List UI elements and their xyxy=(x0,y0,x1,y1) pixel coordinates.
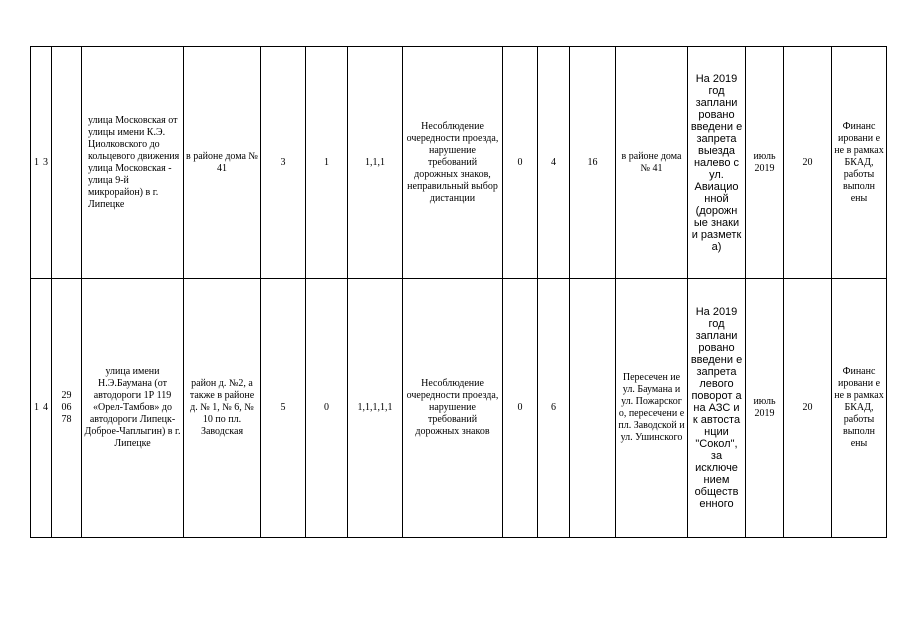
count-cell-c: 1,1,1 xyxy=(348,47,403,279)
measures-cell: На 2019 год заплани ровано введени е запрета левого поворот а на АЗС и к автоста нции "Сокол", за исключе нием обществ енного xyxy=(688,279,746,538)
count-cell-c: 1,1,1,1,1 xyxy=(348,279,403,538)
date-cell: июль 2019 xyxy=(746,279,784,538)
code-part: 29 xyxy=(61,390,72,401)
reason-cell: Несоблюдение очередности проезда, нарушение требований дорожных знаков, неправильный выбор дистанции xyxy=(403,47,503,279)
count-cell-e: 4 xyxy=(538,47,570,279)
code-cell xyxy=(52,279,82,538)
finance-cell: Финанс ировани е не в рамках БКАД, работы выполн ены xyxy=(832,279,887,538)
table-row xyxy=(31,279,887,538)
reason-cell: Несоблюдение очередности проезда, нарушение требований дорожных знаков xyxy=(403,279,503,538)
count-cell-d: 0 xyxy=(503,279,538,538)
count-cell-f: 16 xyxy=(570,47,616,279)
date-cell: июль 2019 xyxy=(746,47,784,279)
count-cell-g: 20 xyxy=(784,47,832,279)
place-cell: в районе дома № 41 xyxy=(184,47,261,279)
place2-cell: Пересечен ие ул. Баумана и ул. Пожарског о, пересечени е пл. Заводской и ул. Ушинского xyxy=(616,279,688,538)
finance-cell: Финанс ировани е не в рамках БКАД, работы выполн ены xyxy=(832,47,887,279)
row-number-digit: 3 xyxy=(43,156,48,168)
count-cell-g: 20 xyxy=(784,279,832,538)
row-number-digit: 1 xyxy=(34,402,39,413)
code-cell xyxy=(52,47,82,279)
row-number-cell xyxy=(31,47,52,279)
count-cell-b: 1 xyxy=(306,47,348,279)
place-cell: район д. №2, а также в районе д. № 1, № 6, № 10 по пл. Заводская xyxy=(184,279,261,538)
count-cell-f xyxy=(570,279,616,538)
street-cell: улица имени Н.Э.Баумана (от автодороги 1Р 119 «Орел-Тамбов» до автодороги Липецк-Доброе-Чаплыгин) в г. Липецке xyxy=(82,279,184,538)
code-part: 78 xyxy=(61,414,72,425)
accident-table xyxy=(30,46,887,538)
row-number-cell xyxy=(31,279,52,538)
place2-cell: в районе дома № 41 xyxy=(616,47,688,279)
count-cell-b: 0 xyxy=(306,279,348,538)
count-cell-a: 5 xyxy=(261,279,306,538)
count-cell-a: 3 xyxy=(261,47,306,279)
table-row xyxy=(31,47,887,279)
row-number-digit: 1 xyxy=(34,156,39,168)
street-cell: улица Московская от улицы имени К.Э. Циолковского до кольцевого движения улица Московская - улица 9-й микрорайон) в г. Липецке xyxy=(82,47,184,279)
count-cell-e: 6 xyxy=(538,279,570,538)
measures-cell: На 2019 год заплани ровано введени е запрета выезда налево с ул. Авиацио нной (дорожн ые знаки и разметк а) xyxy=(688,47,746,279)
code-part: 06 xyxy=(61,402,72,413)
row-number-digit: 4 xyxy=(43,402,48,413)
count-cell-d: 0 xyxy=(503,47,538,279)
